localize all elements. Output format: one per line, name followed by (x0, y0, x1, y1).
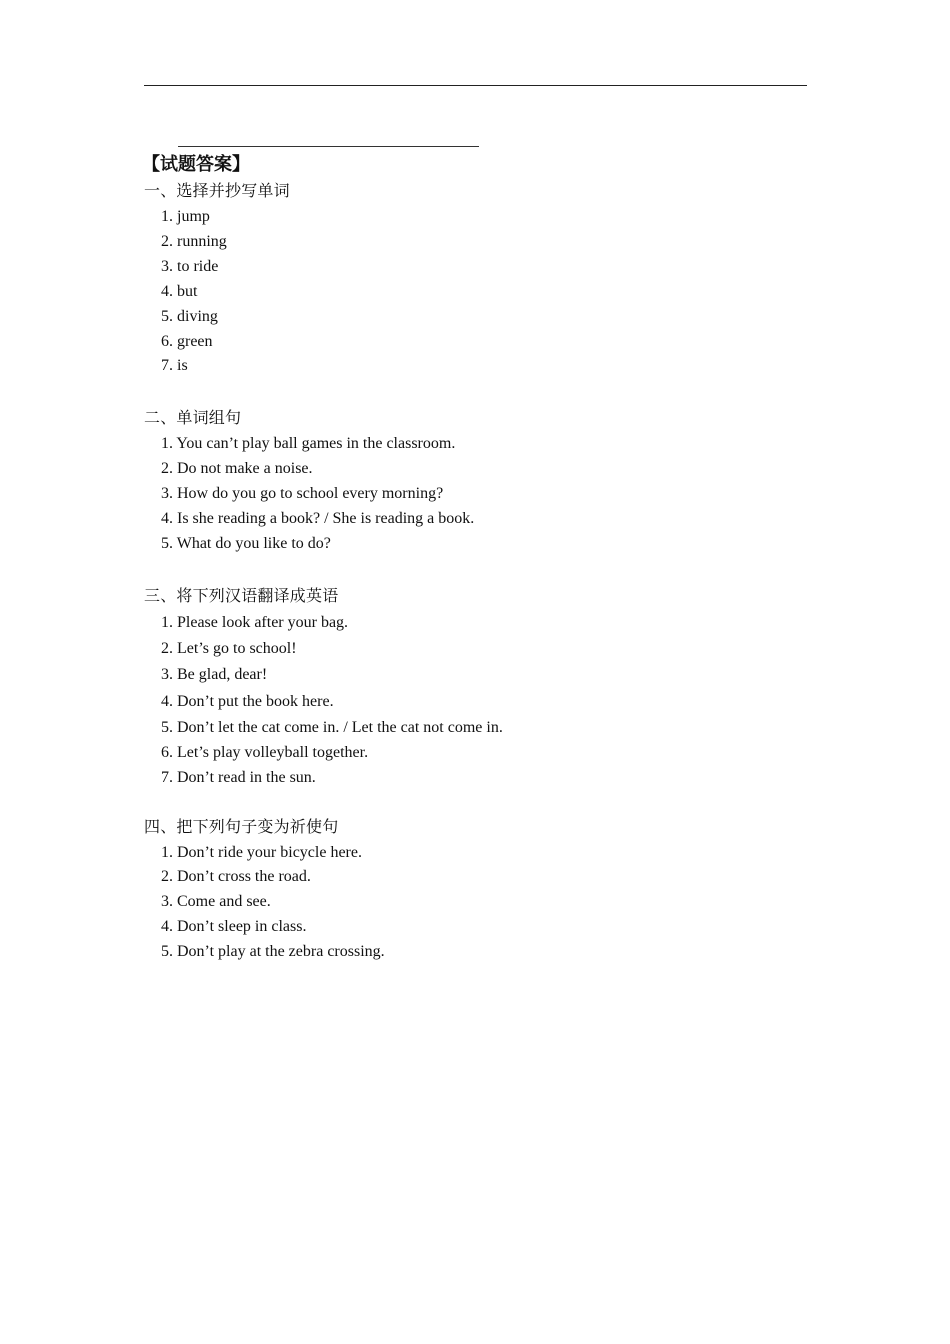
answers-title: 【试题答案】 (142, 154, 250, 174)
section-heading: 四、把下列句子变为祈使句 (144, 819, 339, 836)
header-rule (144, 85, 807, 86)
section-heading: 一、选择并抄写单词 (144, 183, 290, 200)
answer-item: 1. Don’t ride your bicycle here. (161, 844, 362, 861)
blank-answer-line (178, 146, 479, 147)
answer-item: 7. is (161, 357, 188, 374)
answer-item: 1. jump (161, 208, 210, 225)
answer-item: 2. Do not make a noise. (161, 460, 313, 477)
answer-item: 4. Is she reading a book? / She is reading a book. (161, 510, 475, 527)
answer-item: 4. Don’t sleep in class. (161, 918, 307, 935)
answer-item: 2. Don’t cross the road. (161, 868, 311, 885)
answer-item: 3. Be glad, dear! (161, 666, 268, 683)
answer-item: 2. Let’s go to school! (161, 640, 297, 657)
answer-item: 4. but (161, 283, 198, 300)
answer-item: 4. Don’t put the book here. (161, 693, 334, 710)
answer-item: 5. Don’t play at the zebra crossing. (161, 943, 385, 960)
answer-item: 6. Let’s play volleyball together. (161, 744, 369, 761)
answer-item: 5. What do you like to do? (161, 535, 331, 552)
answer-item: 6. green (161, 333, 213, 350)
answer-item: 3. to ride (161, 258, 219, 275)
answer-item: 1. Please look after your bag. (161, 614, 349, 631)
section-heading: 三、将下列汉语翻译成英语 (144, 588, 339, 605)
answer-item: 3. Come and see. (161, 893, 271, 910)
answer-item: 7. Don’t read in the sun. (161, 769, 316, 786)
answer-item: 5. diving (161, 308, 218, 325)
answer-item: 3. How do you go to school every morning? (161, 485, 444, 502)
section-heading: 二、单词组句 (144, 410, 242, 427)
answer-item: 5. Don’t let the cat come in. / Let the cat not come in. (161, 719, 503, 736)
answer-item: 2. running (161, 233, 227, 250)
answer-item: 1. You can’t play ball games in the classroom. (161, 435, 456, 452)
